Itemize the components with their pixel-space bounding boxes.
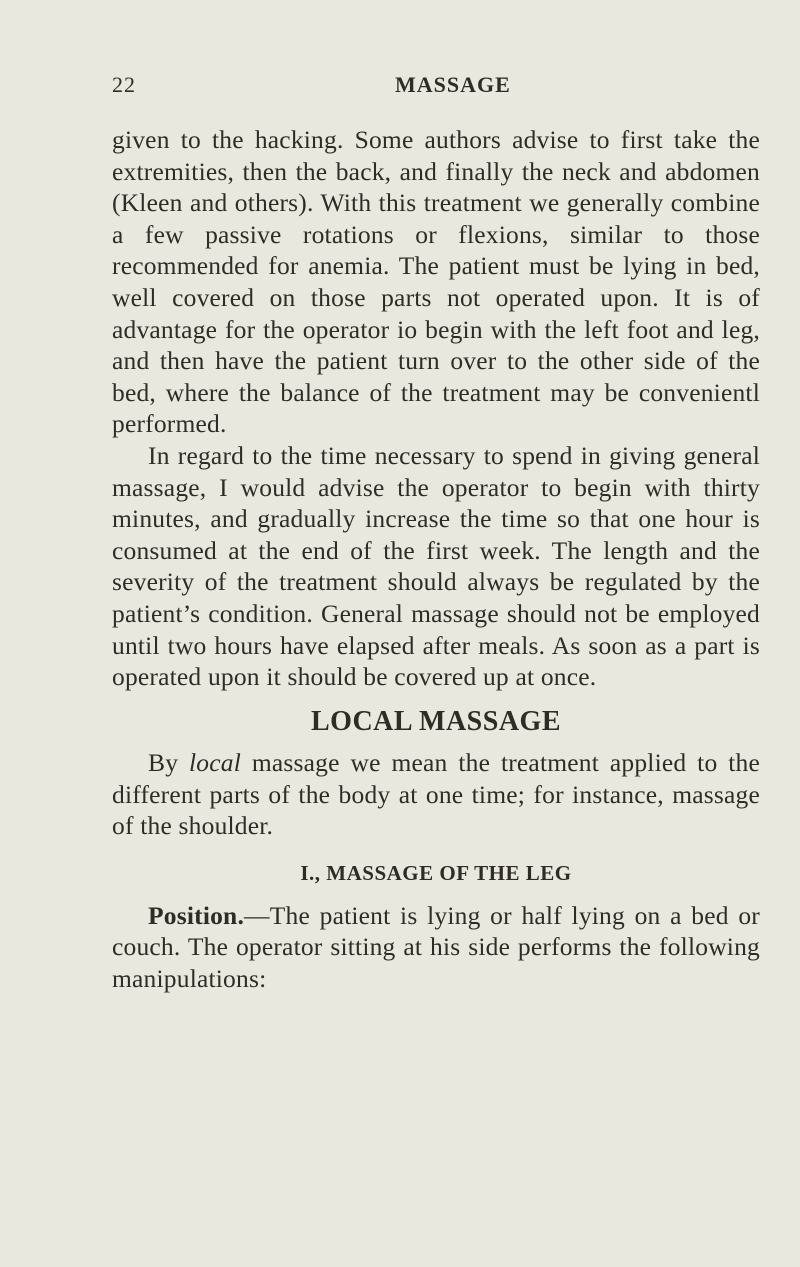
position-lead-in: Position.: [148, 900, 245, 930]
paragraph-local-massage-definition: [112, 747, 760, 842]
page-body: [112, 124, 760, 994]
intro-emphasis: local: [189, 748, 242, 778]
position-text: —The patient is lying or half lying on a bed or couch. The operator sitting at his side performs the following manipulations:: [112, 900, 760, 993]
intro-text-before: By: [148, 748, 190, 778]
section-heading-local-massage: LOCAL MASSAGE: [311, 705, 561, 737]
paragraph-leg-position: [112, 900, 760, 995]
paragraph-continuation: given to the hacking. Some authors advise to first take the extremities, then the back, and finally the neck and abdomen (Kleen and others). With this treatment we generally combine a few passive rotations or flexions, similar to those recommended for anemia. The patient must be lying in bed, well covered on those parts not operated upon. It is of advantage for the operator io begin with the left foot and leg, and then have the patient turn over to the other side of the bed, where the balance of the treatment may be convenientl performed.: [112, 125, 760, 439]
paragraph-massage-duration: In regard to the time necessary to spend in giving general massage, I would advise the operator to begin with thirty minutes, and gradually increase the time so that one hour is consumed at the end of the first week. The length and the severity of the treatment should always be regulated by the patient’s condition. General massage should not be employed until two hours have elapsed after meals. As soon as a part is operated upon it should be covered up at once.: [112, 440, 760, 692]
running-title: MASSAGE: [395, 72, 511, 97]
subsection-heading-leg: I., MASSAGE OF THE LEG: [300, 861, 572, 886]
page-number: 22: [112, 72, 136, 97]
running-head: [112, 72, 760, 102]
intro-text-after: massage we mean the treatment applied to the different parts of the body at one time; for instance, massage of the shoulder.: [112, 748, 761, 841]
